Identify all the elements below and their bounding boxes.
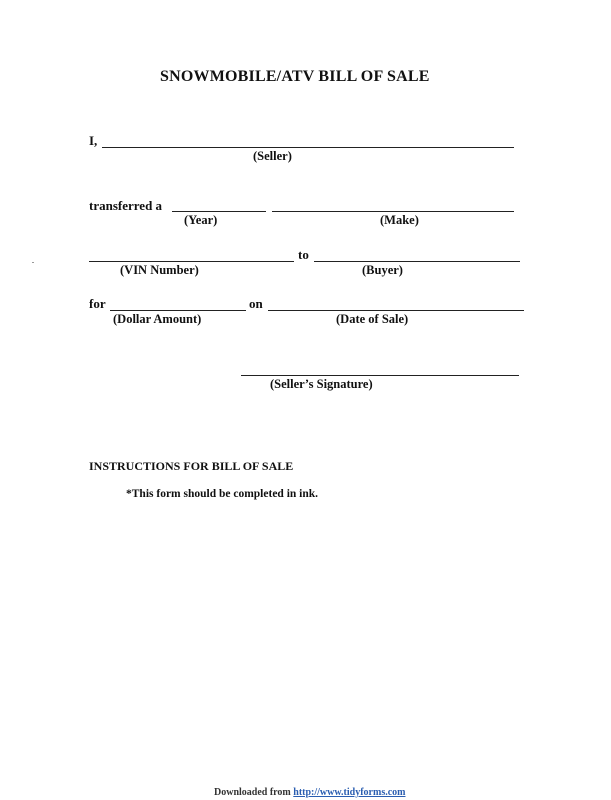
seller-signature-caption: (Seller’s Signature): [270, 377, 373, 391]
to-label: to: [298, 247, 309, 262]
seller-signature-field[interactable]: [241, 375, 519, 376]
scan-mark: [32, 262, 34, 263]
dollar-amount-caption: (Dollar Amount): [113, 312, 202, 326]
footer-text: Downloaded from: [214, 787, 291, 798]
vin-number-field[interactable]: [89, 261, 294, 262]
seller-name-field[interactable]: [102, 147, 514, 148]
transferred-label: transferred a: [89, 198, 163, 213]
buyer-caption: (Buyer): [362, 263, 403, 277]
instructions-heading: INSTRUCTIONS FOR BILL OF SALE: [89, 459, 294, 473]
vin-number-caption: (VIN Number): [120, 263, 199, 277]
year-field[interactable]: [172, 211, 266, 212]
date-of-sale-field[interactable]: [268, 310, 524, 311]
year-caption: (Year): [184, 213, 218, 227]
seller-caption: (Seller): [253, 149, 292, 163]
make-caption: (Make): [380, 213, 419, 227]
on-label: on: [249, 296, 263, 311]
seller-prefix-label: I,: [89, 133, 98, 148]
buyer-name-field[interactable]: [314, 261, 520, 262]
instructions-note: *This form should be completed in ink.: [126, 488, 319, 500]
for-label: for: [89, 296, 106, 311]
date-of-sale-caption: (Date of Sale): [336, 312, 409, 326]
footer-link[interactable]: http://www.tidyforms.com: [293, 787, 406, 798]
page-title: SNOWMOBILE/ATV BILL OF SALE: [160, 68, 430, 85]
make-field[interactable]: [272, 211, 514, 212]
dollar-amount-field[interactable]: [110, 310, 246, 311]
download-footer: [214, 787, 405, 798]
